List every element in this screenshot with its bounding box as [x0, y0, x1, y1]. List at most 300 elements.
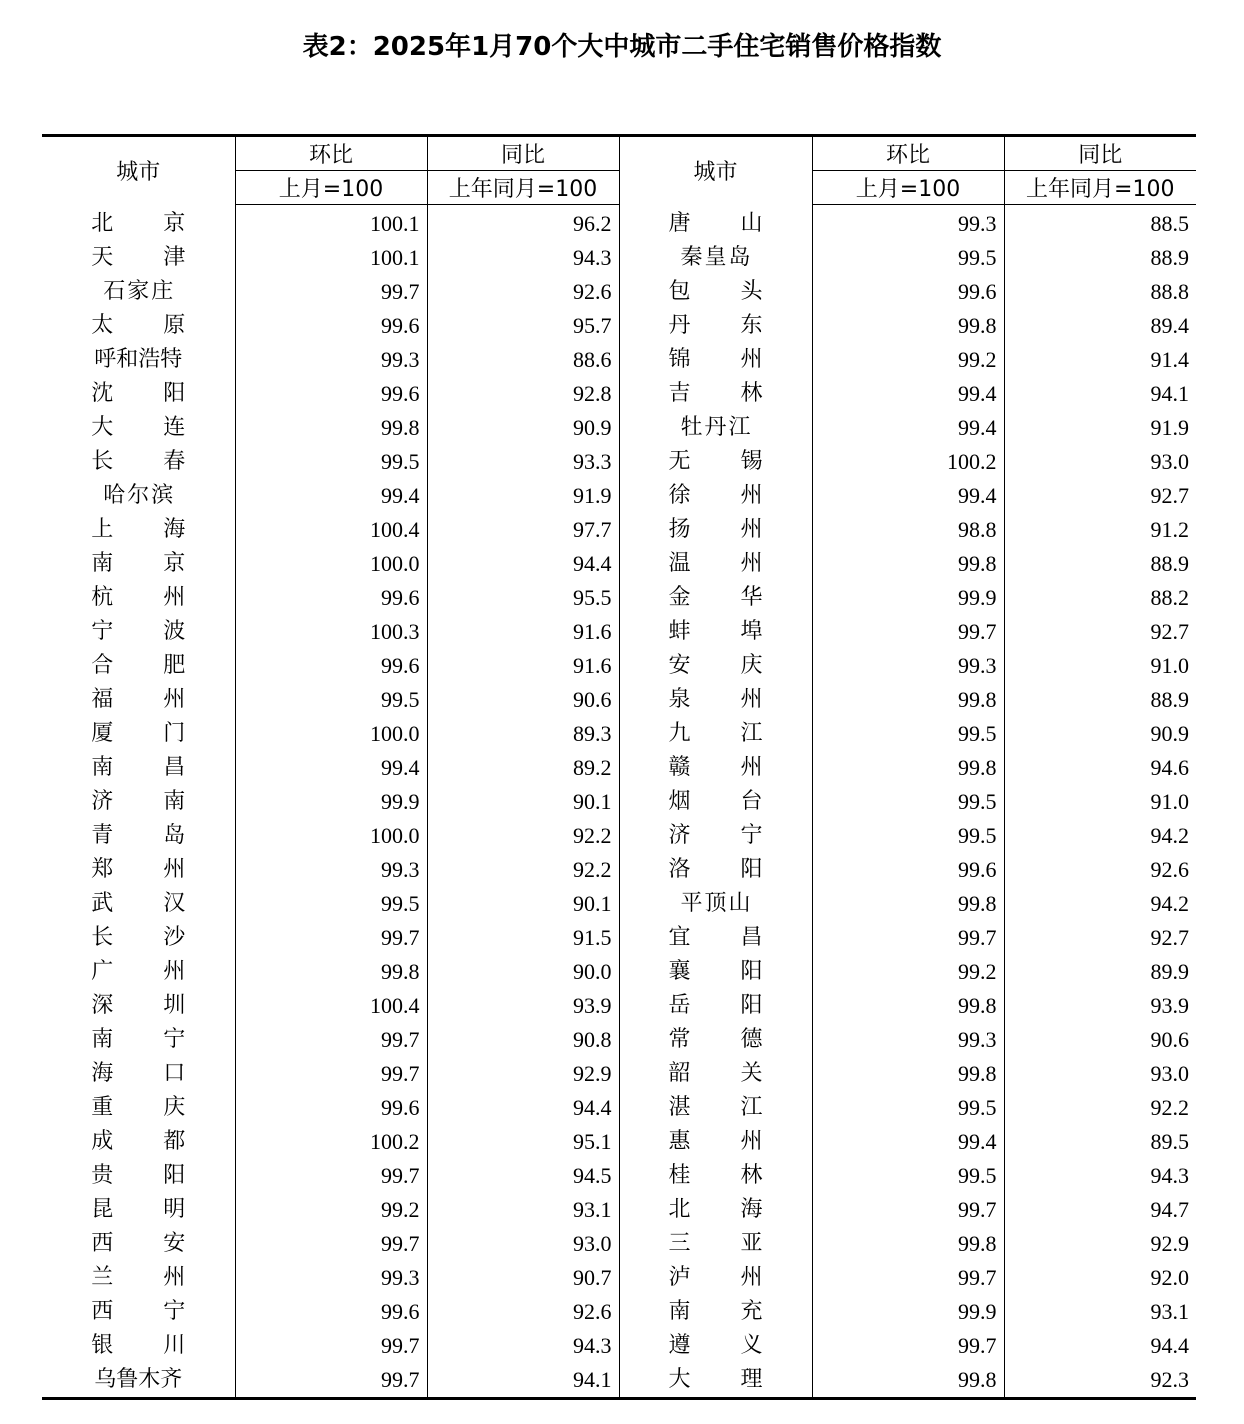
mom-index-cell: 99.6	[812, 275, 1004, 309]
mom-index-cell: 99.8	[812, 309, 1004, 343]
city-cell	[619, 275, 812, 309]
mom-index-cell: 99.4	[812, 479, 1004, 513]
mom-index-cell: 99.4	[235, 751, 427, 785]
city-cell	[619, 547, 812, 581]
yoy-index-cell: 93.0	[1004, 1057, 1196, 1091]
mom-index-cell: 99.2	[235, 1193, 427, 1227]
city-cell	[619, 1363, 812, 1399]
city-cell	[42, 751, 235, 785]
city-cell	[42, 1125, 235, 1159]
yoy-index-cell: 89.2	[427, 751, 619, 785]
city-cell	[619, 1091, 812, 1125]
mom-index-cell: 99.5	[812, 1091, 1004, 1125]
city-name: 平顶山	[680, 891, 751, 916]
city-name: 无锡	[668, 449, 763, 474]
mom-index-cell: 99.5	[812, 241, 1004, 275]
city-name: 重庆	[91, 1095, 186, 1120]
city-name: 遵义	[668, 1333, 763, 1358]
city-name: 西宁	[91, 1299, 186, 1324]
yoy-index-cell: 92.2	[427, 853, 619, 887]
city-cell	[42, 1023, 235, 1057]
city-cell	[42, 1091, 235, 1125]
mom-index-cell: 99.7	[235, 1057, 427, 1091]
table-row	[42, 411, 1196, 445]
yoy-index-cell: 91.6	[427, 615, 619, 649]
city-cell	[619, 1295, 812, 1329]
city-cell	[42, 717, 235, 751]
mom-index-cell: 100.4	[235, 513, 427, 547]
table-row	[42, 377, 1196, 411]
city-cell	[42, 1227, 235, 1261]
table-row	[42, 955, 1196, 989]
yoy-index-cell: 92.2	[427, 819, 619, 853]
header-city-right: 城市	[619, 136, 812, 205]
city-name: 南京	[91, 551, 186, 576]
yoy-index-cell: 90.1	[427, 785, 619, 819]
mom-index-cell: 99.7	[235, 1159, 427, 1193]
mom-index-cell: 100.2	[235, 1125, 427, 1159]
table-row	[42, 649, 1196, 683]
city-name: 太原	[91, 313, 186, 338]
table-row	[42, 445, 1196, 479]
city-cell	[42, 513, 235, 547]
mom-index-cell: 99.7	[235, 1329, 427, 1363]
mom-index-cell: 99.5	[812, 1159, 1004, 1193]
table-row	[42, 785, 1196, 819]
city-cell	[619, 1159, 812, 1193]
yoy-index-cell: 88.8	[1004, 275, 1196, 309]
mom-index-cell: 99.4	[812, 1125, 1004, 1159]
yoy-index-cell: 94.3	[427, 241, 619, 275]
yoy-index-cell: 91.9	[1004, 411, 1196, 445]
yoy-index-cell: 88.9	[1004, 241, 1196, 275]
yoy-index-cell: 94.5	[427, 1159, 619, 1193]
table-row	[42, 275, 1196, 309]
yoy-index-cell: 92.9	[427, 1057, 619, 1091]
city-cell	[42, 1193, 235, 1227]
mom-index-cell: 99.7	[812, 1261, 1004, 1295]
city-cell	[42, 989, 235, 1023]
city-name: 泸州	[668, 1265, 763, 1290]
mom-index-cell: 99.3	[812, 205, 1004, 242]
mom-index-cell: 99.6	[235, 377, 427, 411]
mom-index-cell: 100.0	[235, 819, 427, 853]
table-row	[42, 1193, 1196, 1227]
yoy-index-cell: 94.1	[1004, 377, 1196, 411]
city-cell	[619, 1329, 812, 1363]
yoy-index-cell: 91.0	[1004, 785, 1196, 819]
city-cell	[42, 275, 235, 309]
table-row	[42, 241, 1196, 275]
city-cell	[619, 1023, 812, 1057]
city-cell	[42, 683, 235, 717]
city-name: 杭州	[91, 585, 186, 610]
city-name: 深圳	[91, 993, 186, 1018]
yoy-index-cell: 88.9	[1004, 683, 1196, 717]
city-cell	[619, 819, 812, 853]
mom-index-cell: 99.9	[812, 581, 1004, 615]
city-name: 洛阳	[668, 857, 763, 882]
city-cell	[619, 1125, 812, 1159]
yoy-index-cell: 90.8	[427, 1023, 619, 1057]
mom-index-cell: 99.5	[812, 819, 1004, 853]
table-row	[42, 1159, 1196, 1193]
yoy-index-cell: 92.0	[1004, 1261, 1196, 1295]
city-name: 丹东	[668, 313, 763, 338]
mom-index-cell: 99.8	[812, 887, 1004, 921]
city-name: 锦州	[668, 347, 763, 372]
city-name: 福州	[91, 687, 186, 712]
city-cell	[42, 1261, 235, 1295]
yoy-index-cell: 90.9	[427, 411, 619, 445]
city-name: 唐山	[668, 210, 763, 236]
city-cell	[42, 343, 235, 377]
city-name: 南宁	[91, 1027, 186, 1052]
city-name: 青岛	[91, 823, 186, 848]
table-row	[42, 683, 1196, 717]
city-name: 赣州	[668, 755, 763, 780]
city-cell	[619, 887, 812, 921]
table-row	[42, 581, 1196, 615]
mom-index-cell: 98.8	[812, 513, 1004, 547]
mom-index-cell: 99.2	[812, 955, 1004, 989]
yoy-index-cell: 93.1	[427, 1193, 619, 1227]
city-name: 长春	[91, 449, 186, 474]
mom-index-cell: 99.6	[235, 581, 427, 615]
yoy-index-cell: 95.5	[427, 581, 619, 615]
city-cell	[42, 377, 235, 411]
city-name: 包头	[668, 279, 763, 304]
yoy-index-cell: 92.7	[1004, 921, 1196, 955]
city-name: 北京	[91, 210, 186, 236]
yoy-index-cell: 94.3	[1004, 1159, 1196, 1193]
yoy-index-cell: 93.0	[1004, 445, 1196, 479]
city-cell	[619, 751, 812, 785]
city-cell	[42, 205, 235, 242]
city-cell	[619, 785, 812, 819]
yoy-index-cell: 94.2	[1004, 819, 1196, 853]
city-name: 郑州	[91, 857, 186, 882]
yoy-index-cell: 94.7	[1004, 1193, 1196, 1227]
table-row	[42, 1227, 1196, 1261]
city-name: 石家庄	[103, 279, 174, 304]
mom-index-cell: 100.0	[235, 717, 427, 751]
city-cell	[619, 1227, 812, 1261]
table-row	[42, 717, 1196, 751]
yoy-index-cell: 88.9	[1004, 547, 1196, 581]
yoy-index-cell: 93.0	[427, 1227, 619, 1261]
yoy-index-cell: 95.7	[427, 309, 619, 343]
yoy-index-cell: 94.2	[1004, 887, 1196, 921]
city-name: 徐州	[668, 483, 763, 508]
city-cell	[619, 513, 812, 547]
city-name: 呼和浩特	[94, 347, 183, 372]
city-name: 九江	[668, 721, 763, 746]
city-name: 哈尔滨	[103, 483, 174, 508]
city-cell	[42, 1295, 235, 1329]
mom-index-cell: 100.2	[812, 445, 1004, 479]
city-name: 宁波	[91, 619, 186, 644]
mom-index-cell: 99.9	[235, 785, 427, 819]
table-row	[42, 343, 1196, 377]
mom-index-cell: 99.7	[235, 921, 427, 955]
city-cell	[619, 205, 812, 242]
mom-index-cell: 99.7	[235, 275, 427, 309]
city-cell	[42, 853, 235, 887]
mom-index-cell: 99.4	[812, 377, 1004, 411]
table-row	[42, 1295, 1196, 1329]
mom-index-cell: 100.1	[235, 241, 427, 275]
city-cell	[619, 1193, 812, 1227]
yoy-index-cell: 92.7	[1004, 479, 1196, 513]
yoy-index-cell: 90.0	[427, 955, 619, 989]
table-row	[42, 989, 1196, 1023]
city-cell	[619, 921, 812, 955]
yoy-index-cell: 92.3	[1004, 1363, 1196, 1399]
table-row	[42, 547, 1196, 581]
mom-index-cell: 99.7	[235, 1227, 427, 1261]
city-name: 三亚	[668, 1231, 763, 1256]
yoy-index-cell: 93.9	[1004, 989, 1196, 1023]
city-name: 牡丹江	[680, 415, 751, 440]
yoy-index-cell: 89.9	[1004, 955, 1196, 989]
mom-index-cell: 99.3	[812, 649, 1004, 683]
table-row	[42, 513, 1196, 547]
mom-index-cell: 99.3	[235, 853, 427, 887]
table-row	[42, 1329, 1196, 1363]
mom-index-cell: 99.9	[812, 1295, 1004, 1329]
table-row	[42, 1125, 1196, 1159]
table-row	[42, 1023, 1196, 1057]
yoy-index-cell: 91.0	[1004, 649, 1196, 683]
header-mom-right: 环比	[812, 136, 1004, 171]
city-name: 西安	[91, 1231, 186, 1256]
mom-index-cell: 99.6	[235, 1295, 427, 1329]
mom-index-cell: 99.5	[235, 445, 427, 479]
city-cell	[42, 921, 235, 955]
city-name: 温州	[668, 551, 763, 576]
city-name: 韶关	[668, 1061, 763, 1086]
yoy-index-cell: 92.6	[427, 275, 619, 309]
table-row	[42, 887, 1196, 921]
mom-index-cell: 99.8	[812, 751, 1004, 785]
city-name: 银川	[91, 1333, 186, 1358]
mom-index-cell: 99.7	[812, 615, 1004, 649]
yoy-index-cell: 89.3	[427, 717, 619, 751]
yoy-index-cell: 92.6	[427, 1295, 619, 1329]
mom-index-cell: 99.8	[812, 547, 1004, 581]
mom-index-cell: 100.4	[235, 989, 427, 1023]
mom-index-cell: 99.6	[235, 309, 427, 343]
city-name: 惠州	[668, 1129, 763, 1154]
mom-index-cell: 99.8	[812, 989, 1004, 1023]
mom-index-cell: 99.7	[235, 1023, 427, 1057]
mom-index-cell: 99.5	[235, 887, 427, 921]
table-row	[42, 615, 1196, 649]
yoy-index-cell: 88.6	[427, 343, 619, 377]
table-row	[42, 1261, 1196, 1295]
city-cell	[42, 1363, 235, 1399]
table-row	[42, 309, 1196, 343]
city-cell	[42, 819, 235, 853]
city-name: 秦皇岛	[680, 245, 751, 270]
city-name: 金华	[668, 585, 763, 610]
header-city-left: 城市	[42, 136, 235, 205]
mom-index-cell: 99.4	[235, 479, 427, 513]
yoy-index-cell: 93.1	[1004, 1295, 1196, 1329]
city-name: 上海	[91, 517, 186, 542]
header-yoy-right: 同比	[1004, 136, 1196, 171]
city-cell	[42, 955, 235, 989]
yoy-index-cell: 93.3	[427, 445, 619, 479]
city-name: 泉州	[668, 687, 763, 712]
yoy-index-cell: 88.5	[1004, 205, 1196, 242]
header-yoy-left: 同比	[427, 136, 619, 171]
yoy-index-cell: 93.9	[427, 989, 619, 1023]
yoy-index-cell: 94.3	[427, 1329, 619, 1363]
city-cell	[619, 377, 812, 411]
city-name: 昆明	[91, 1197, 186, 1222]
page-title: 表2：2025年1月70个大中城市二手住宅销售价格指数	[302, 32, 942, 62]
yoy-index-cell: 94.4	[1004, 1329, 1196, 1363]
city-cell	[619, 853, 812, 887]
yoy-index-cell: 92.9	[1004, 1227, 1196, 1261]
city-name: 厦门	[91, 721, 186, 746]
table-row	[42, 921, 1196, 955]
mom-index-cell: 99.7	[812, 1329, 1004, 1363]
yoy-index-cell: 91.5	[427, 921, 619, 955]
mom-index-cell: 99.7	[812, 1193, 1004, 1227]
city-name: 烟台	[668, 789, 763, 814]
mom-index-cell: 99.8	[235, 955, 427, 989]
city-name: 乌鲁木齐	[94, 1367, 183, 1392]
city-cell	[42, 1329, 235, 1363]
mom-index-cell: 99.5	[812, 785, 1004, 819]
city-cell	[619, 615, 812, 649]
mom-index-cell: 99.7	[812, 921, 1004, 955]
header-mom-base-right: 上月=100	[812, 171, 1004, 205]
city-name: 襄阳	[668, 959, 763, 984]
yoy-index-cell: 96.2	[427, 205, 619, 242]
city-cell	[619, 581, 812, 615]
yoy-index-cell: 89.5	[1004, 1125, 1196, 1159]
mom-index-cell: 99.3	[812, 1023, 1004, 1057]
city-cell	[619, 1057, 812, 1091]
table-row	[42, 1091, 1196, 1125]
mom-index-cell: 100.0	[235, 547, 427, 581]
mom-index-cell: 99.8	[812, 1227, 1004, 1261]
city-cell	[42, 1159, 235, 1193]
city-cell	[619, 649, 812, 683]
city-name: 北海	[668, 1197, 763, 1222]
city-cell	[619, 411, 812, 445]
yoy-index-cell: 92.6	[1004, 853, 1196, 887]
city-name: 扬州	[668, 517, 763, 542]
city-name: 沈阳	[91, 381, 186, 406]
city-cell	[42, 309, 235, 343]
yoy-index-cell: 91.2	[1004, 513, 1196, 547]
city-cell	[42, 479, 235, 513]
city-cell	[42, 581, 235, 615]
city-name: 成都	[91, 1129, 186, 1154]
mom-index-cell: 99.6	[812, 853, 1004, 887]
city-name: 岳阳	[668, 993, 763, 1018]
city-name: 贵阳	[91, 1163, 186, 1188]
yoy-index-cell: 90.1	[427, 887, 619, 921]
city-name: 南昌	[91, 755, 186, 780]
city-cell	[42, 785, 235, 819]
yoy-index-cell: 91.6	[427, 649, 619, 683]
city-name: 桂林	[668, 1163, 763, 1188]
city-cell	[42, 411, 235, 445]
table-row	[42, 205, 1196, 242]
city-cell	[619, 955, 812, 989]
mom-index-cell: 100.3	[235, 615, 427, 649]
city-name: 吉林	[668, 381, 763, 406]
city-cell	[42, 887, 235, 921]
yoy-index-cell: 92.2	[1004, 1091, 1196, 1125]
city-cell	[619, 717, 812, 751]
mom-index-cell: 99.5	[235, 683, 427, 717]
city-cell	[42, 241, 235, 275]
header-mom-left: 环比	[235, 136, 427, 171]
city-cell	[42, 445, 235, 479]
city-cell	[42, 1057, 235, 1091]
mom-index-cell: 99.3	[235, 343, 427, 377]
city-cell	[619, 1261, 812, 1295]
city-cell	[42, 615, 235, 649]
table-body	[42, 205, 1196, 1399]
table-row	[42, 751, 1196, 785]
city-cell	[619, 241, 812, 275]
yoy-index-cell: 95.1	[427, 1125, 619, 1159]
city-name: 济南	[91, 789, 186, 814]
city-name: 湛江	[668, 1095, 763, 1120]
mom-index-cell: 99.4	[812, 411, 1004, 445]
city-name: 宜昌	[668, 925, 763, 950]
city-cell	[619, 479, 812, 513]
city-name: 安庆	[668, 653, 763, 678]
city-cell	[619, 445, 812, 479]
header-yoy-base-left: 上年同月=100	[427, 171, 619, 205]
table-row	[42, 819, 1196, 853]
mom-index-cell: 99.6	[235, 1091, 427, 1125]
city-name: 蚌埠	[668, 619, 763, 644]
mom-index-cell: 100.1	[235, 205, 427, 242]
city-name: 长沙	[91, 925, 186, 950]
mom-index-cell: 99.8	[235, 411, 427, 445]
city-name: 南充	[668, 1299, 763, 1324]
city-cell	[619, 343, 812, 377]
city-name: 常德	[668, 1027, 763, 1052]
table-row	[42, 1057, 1196, 1091]
yoy-index-cell: 92.8	[427, 377, 619, 411]
city-name: 合肥	[91, 653, 186, 678]
table-row	[42, 479, 1196, 513]
yoy-index-cell: 91.4	[1004, 343, 1196, 377]
city-name: 武汉	[91, 891, 186, 916]
yoy-index-cell: 94.4	[427, 547, 619, 581]
mom-index-cell: 99.8	[812, 683, 1004, 717]
city-name: 大连	[91, 415, 186, 440]
yoy-index-cell: 89.4	[1004, 309, 1196, 343]
mom-index-cell: 99.8	[812, 1363, 1004, 1399]
city-cell	[619, 309, 812, 343]
yoy-index-cell: 97.7	[427, 513, 619, 547]
city-cell	[42, 547, 235, 581]
mom-index-cell: 99.2	[812, 343, 1004, 377]
mom-index-cell: 99.7	[235, 1363, 427, 1399]
